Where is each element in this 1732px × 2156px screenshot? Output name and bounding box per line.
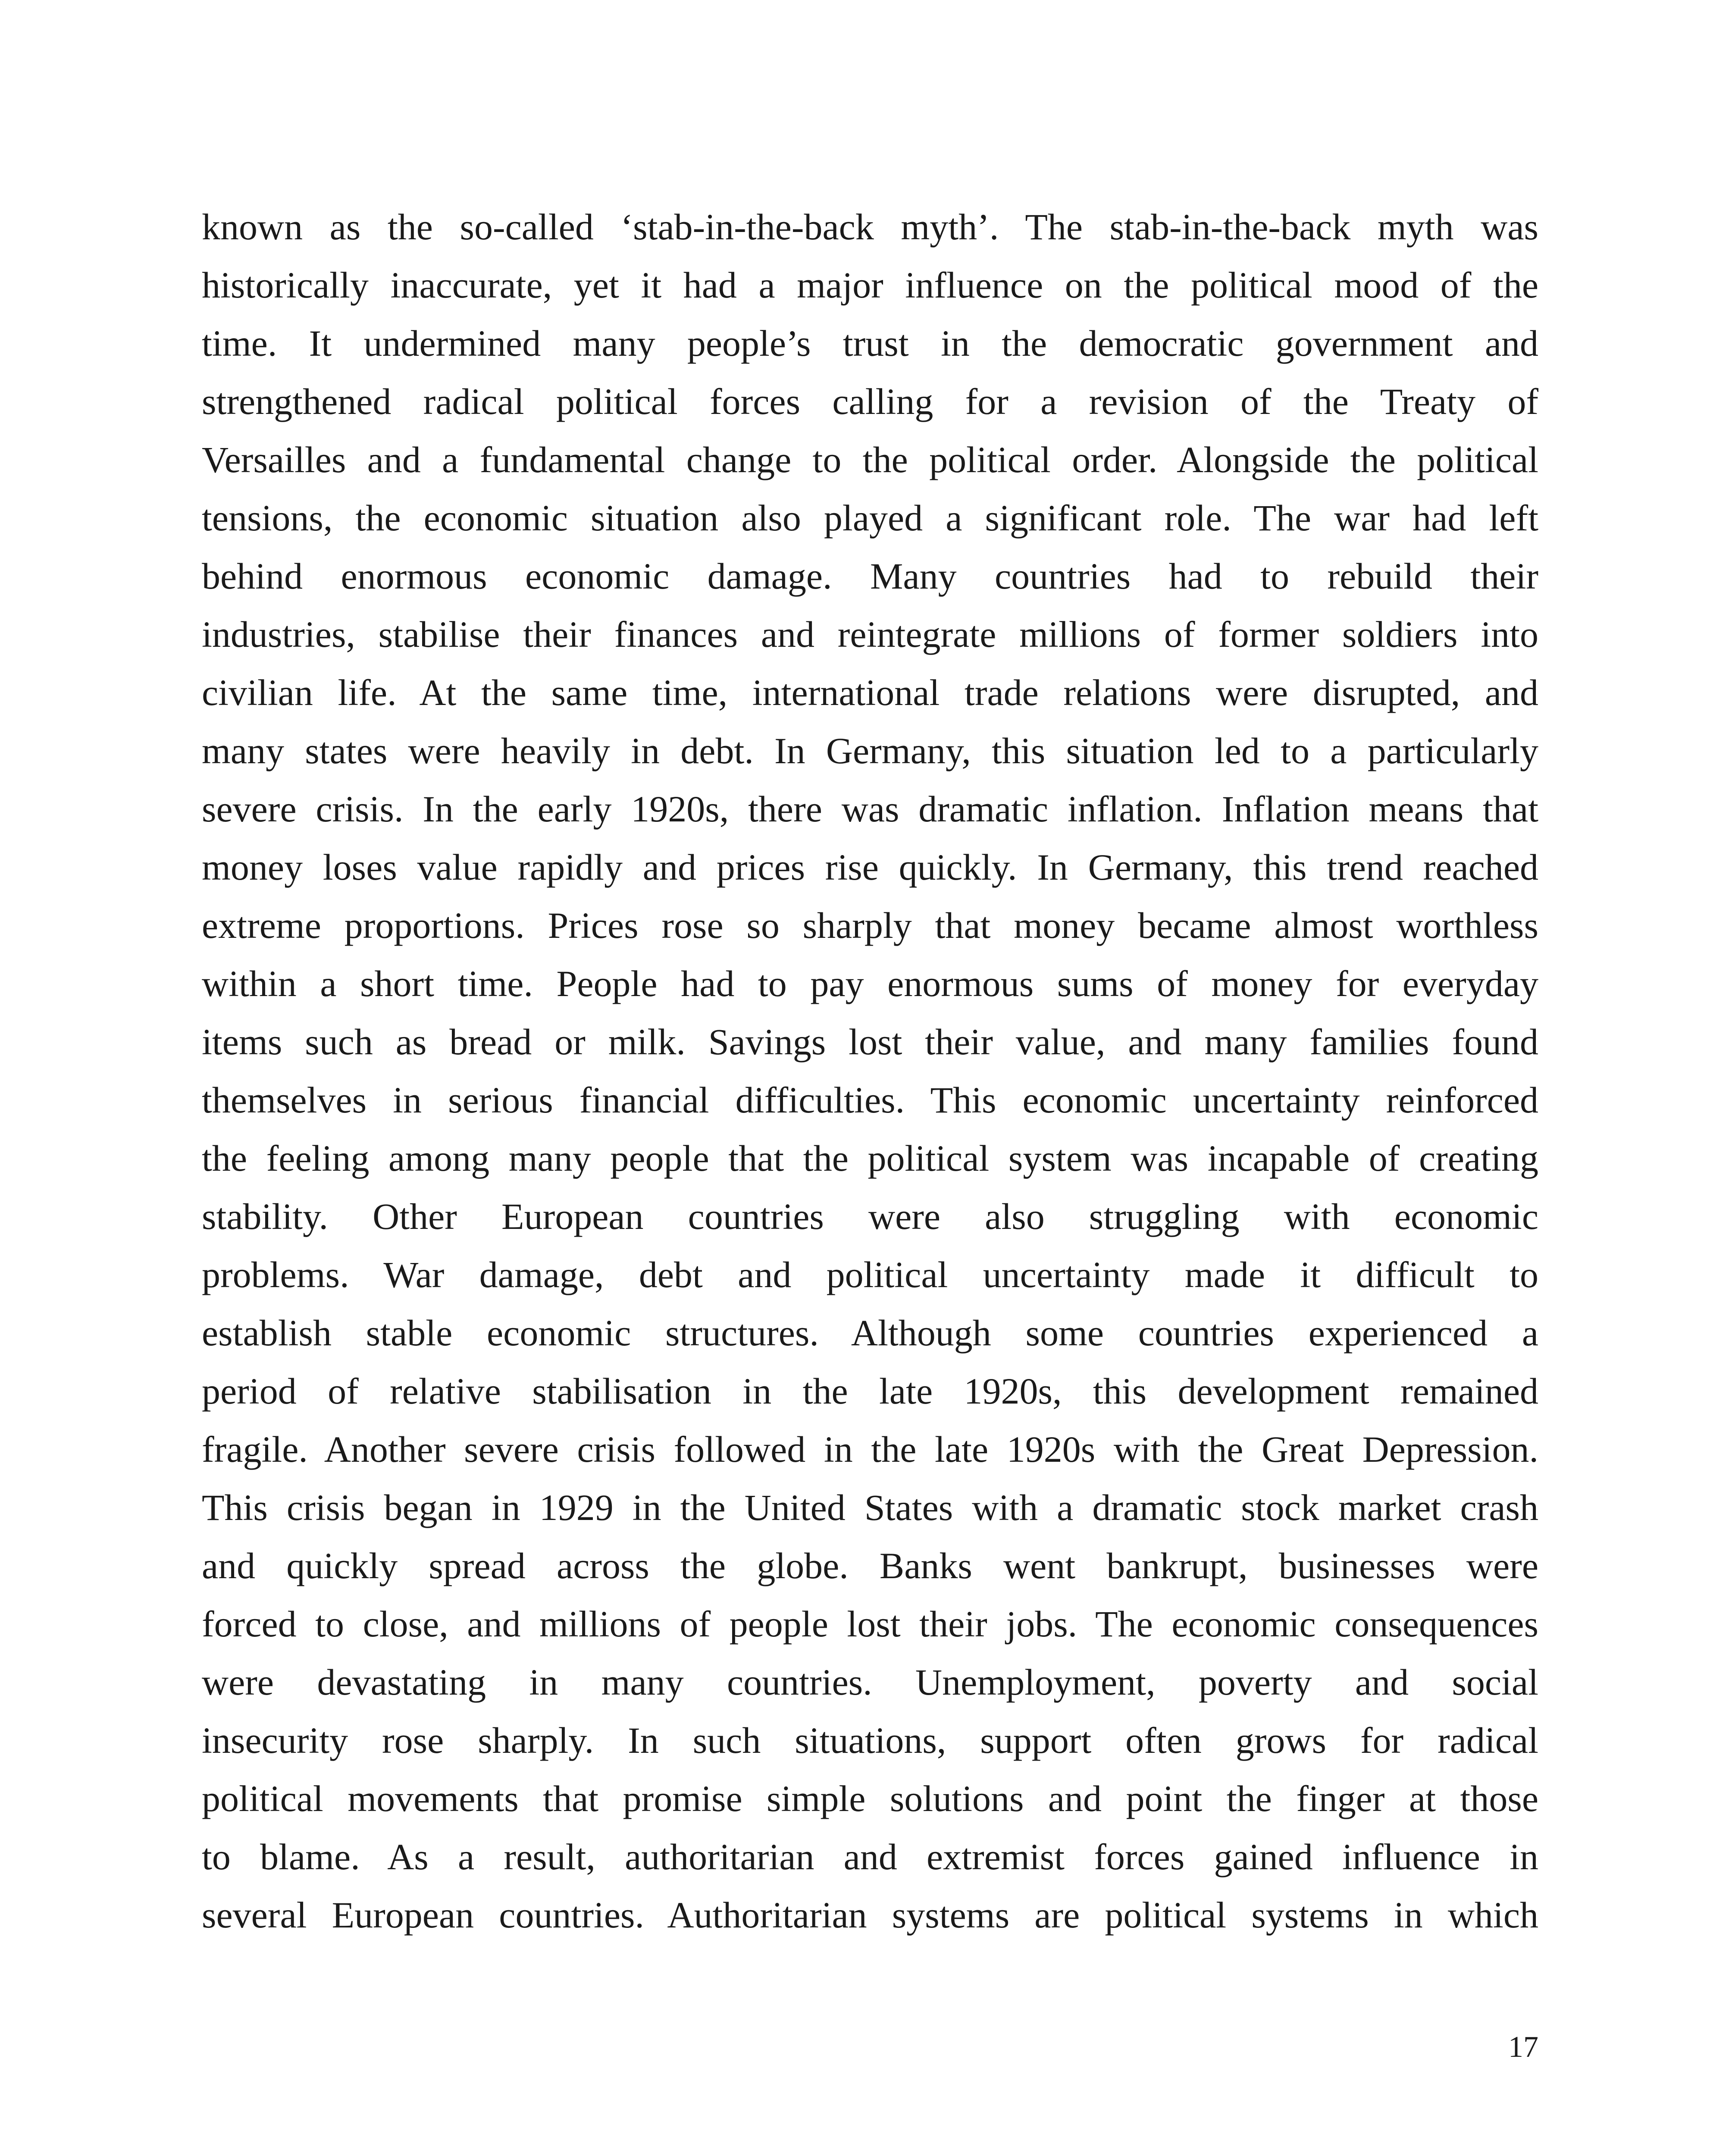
text-line: This crisis began in 1929 in the United States with a dramatic stock market crash [202, 1487, 1538, 1528]
text-line: themselves in serious financial difficulties. This economic uncertainty reinforced [202, 1079, 1538, 1121]
text-line: known as the so-called ‘stab-in-the-back myth’. The stab-in-the-back myth was [202, 206, 1538, 248]
text-line: Versailles and a fundamental change to the political order. Alongside the political [202, 439, 1538, 480]
page-number: 17 [1508, 2031, 1538, 2064]
text-line: extreme proportions. Prices rose so sharply that money became almost worthless [202, 905, 1538, 946]
text-line: many states were heavily in debt. In Germany, this situation led to a particularly [202, 730, 1538, 771]
text-line: civilian life. At the same time, international trade relations were disrupted, and [202, 672, 1538, 713]
text-line: strengthened radical political forces calling for a revision of the Treaty of [202, 381, 1538, 422]
text-line: fragile. Another severe crisis followed in the late 1920s with the Great Depression. [202, 1429, 1538, 1470]
text-line: severe crisis. In the early 1920s, there was dramatic inflation. Inflation means that [202, 788, 1538, 830]
text-line: stability. Other European countries were also struggling with economic [202, 1196, 1538, 1237]
text-line: political movements that promise simple solutions and point the finger at those [202, 1778, 1538, 1819]
text-line: period of relative stabilisation in the late 1920s, this development remained [202, 1370, 1538, 1412]
text-line: tensions, the economic situation also played a significant role. The war had left [202, 497, 1538, 539]
text-line: and quickly spread across the globe. Banks went bankrupt, businesses were [202, 1545, 1538, 1586]
text-line: to blame. As a result, authoritarian and extremist forces gained influence in [202, 1836, 1538, 1877]
text-line: the feeling among many people that the political system was incapable of creating [202, 1138, 1538, 1179]
text-line: several European countries. Authoritarian systems are political systems in which [202, 1894, 1538, 1936]
text-line: historically inaccurate, yet it had a major influence on the political mood of the [202, 264, 1538, 306]
text-line: items such as bread or milk. Savings lost their value, and many families found [202, 1021, 1538, 1062]
text-line: insecurity rose sharply. In such situations, support often grows for radical [202, 1720, 1538, 1761]
text-line: establish stable economic structures. Although some countries experienced a [202, 1312, 1538, 1354]
body-paragraph [202, 198, 1538, 1944]
text-line: time. It undermined many people’s trust in the democratic government and [202, 323, 1538, 364]
text-line: industries, stabilise their finances and reintegrate millions of former soldiers into [202, 614, 1538, 655]
text-line: problems. War damage, debt and political uncertainty made it difficult to [202, 1254, 1538, 1295]
text-line: behind enormous economic damage. Many countries had to rebuild their [202, 555, 1538, 597]
text-line: forced to close, and millions of people lost their jobs. The economic consequences [202, 1603, 1538, 1645]
text-line: within a short time. People had to pay enormous sums of money for everyday [202, 963, 1538, 1004]
text-line: were devastating in many countries. Unemployment, poverty and social [202, 1661, 1538, 1703]
text-line: money loses value rapidly and prices rise quickly. In Germany, this trend reached [202, 846, 1538, 888]
